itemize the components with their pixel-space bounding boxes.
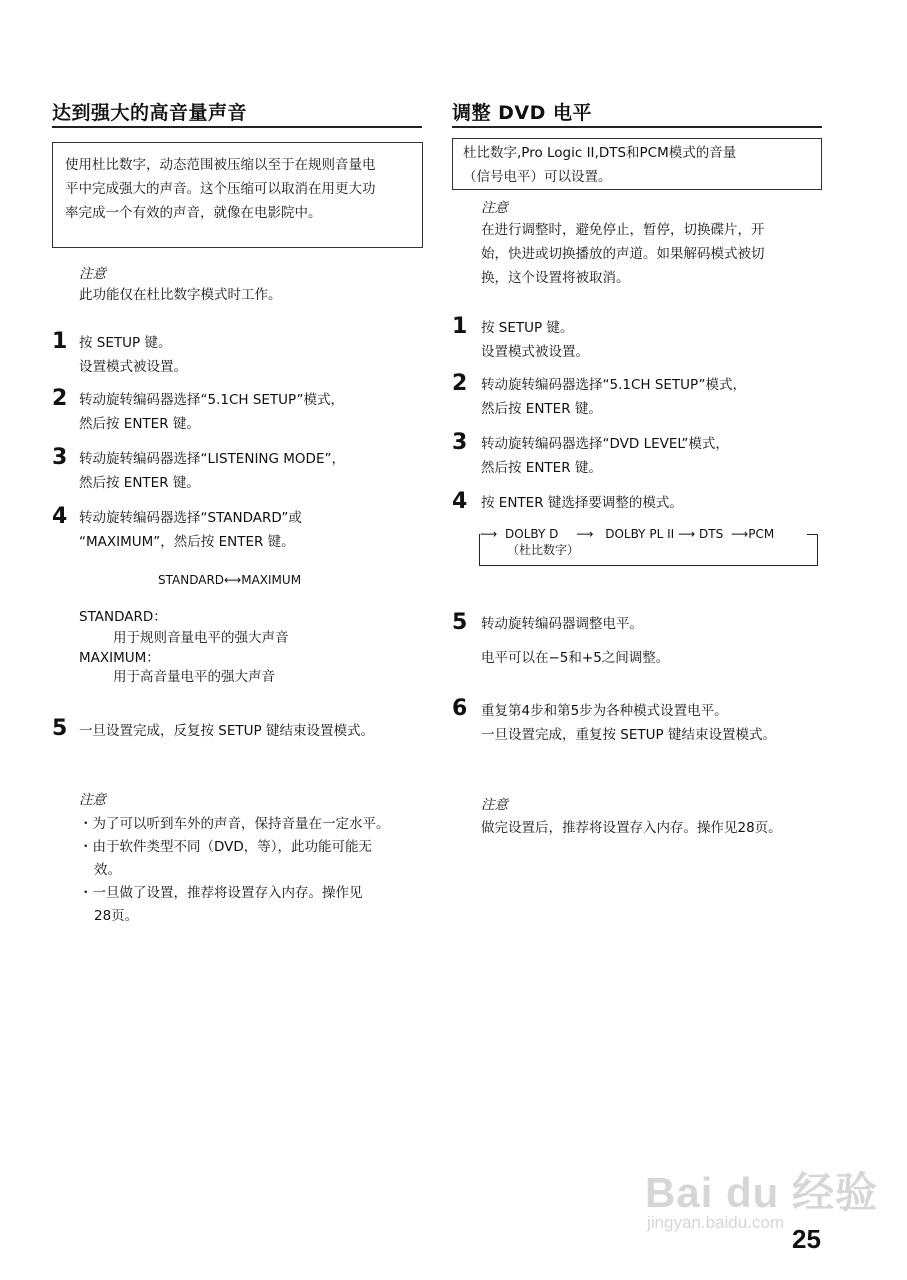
- arrow-right-icon: ⟶: [576, 527, 594, 541]
- left-step3-number: 3: [52, 445, 68, 470]
- right-heading-rule: [452, 126, 822, 128]
- note-line: 在进行调整时，避免停止，暂停，切换碟片，开: [481, 222, 765, 238]
- step-line: 设置模式被设置。: [481, 344, 589, 360]
- step-line: “MAXIMUM”，然后按 ENTER 键。: [79, 534, 295, 550]
- left-note1-text: 此功能仅在杜比数字模式时工作。: [79, 287, 282, 303]
- standard-term: STANDARD：: [79, 609, 167, 625]
- left-step5-number: 5: [52, 716, 68, 741]
- intro-line: （信号电平）可以设置。: [463, 169, 612, 185]
- right-step4-text: 按 ENTER 键选择要调整的模式。: [481, 495, 683, 511]
- mode-dolby-pl-ii: DOLBY PL II: [605, 527, 675, 541]
- left-step3-text: [79, 447, 345, 495]
- left-intro-box: [52, 142, 423, 248]
- maximum-desc: 用于高音量电平的强大声音: [113, 669, 275, 685]
- mode-cycle-diagram: [479, 522, 819, 566]
- right-intro-box: [452, 138, 822, 190]
- note-bullet: ・为了可以听到车外的声音，保持音量在一定水平。: [79, 816, 390, 832]
- note-bullet-cont: 28页。: [94, 908, 139, 924]
- right-note2-title: 注意: [481, 797, 508, 813]
- step-line: 转动旋转编码器选择“5.1CH SETUP”模式，: [481, 377, 746, 393]
- step-line: 然后按 ENTER 键。: [481, 460, 602, 476]
- right-step6-text: [481, 699, 776, 747]
- step-line: 一旦设置完成，重复按 SETUP 键结束设置模式。: [481, 727, 776, 743]
- step-line: 然后按 ENTER 键。: [79, 475, 200, 491]
- right-step1-text: [481, 316, 589, 364]
- right-step2-number: 2: [452, 371, 468, 396]
- step-line: 转动旋转编码器选择“5.1CH SETUP”模式，: [79, 392, 344, 408]
- left-step1-text: [79, 331, 187, 379]
- maximum-term: MAXIMUM：: [79, 650, 160, 666]
- right-step6-number: 6: [452, 696, 468, 721]
- left-heading-rule: [52, 126, 422, 128]
- mode-dts: DTS: [699, 527, 724, 541]
- left-note2-list: [79, 813, 390, 928]
- double-arrow-icon: ⟷: [224, 573, 242, 587]
- cycle-sub-label: （杜比数字）: [507, 543, 580, 557]
- note-bullet: ・由于软件类型不同（DVD，等），此功能可能无: [79, 839, 373, 855]
- right-step5-number: 5: [452, 610, 468, 635]
- baidu-watermark-url: jingyan.baidu.com: [647, 1213, 785, 1232]
- step-line: 转动旋转编码器选择“LISTENING MODE”，: [79, 451, 345, 467]
- right-note2-text: 做完设置后，推荐将设置存入内存。操作见28页。: [481, 820, 782, 836]
- note-line: 换，这个设置将被取消。: [481, 270, 630, 286]
- cycle-bottom-rail: [479, 565, 818, 566]
- step-line: 按 SETUP 键。: [79, 335, 172, 351]
- right-step1-number: 1: [452, 314, 468, 339]
- arrow-right-icon: ⟶: [731, 527, 749, 541]
- note-bullet: ・一旦做了设置，推荐将设置存入内存。操作见: [79, 885, 363, 901]
- intro-line: 平中完成强大的声音。这个压缩可以取消在用更大功: [65, 181, 376, 197]
- right-step3-text: [481, 432, 729, 480]
- arrow-right-icon: ⟶: [480, 527, 498, 541]
- left-step5-text: 一旦设置完成，反复按 SETUP 键结束设置模式。: [79, 723, 374, 739]
- right-step2-text: [481, 373, 746, 421]
- step-line: 转动旋转编码器选择“DVD LEVEL”模式，: [481, 436, 729, 452]
- left-step1-number: 1: [52, 329, 68, 354]
- step-line: 按 SETUP 键。: [481, 320, 574, 336]
- intro-line: 杜比数字,Pro Logic II,DTS和PCM模式的音量: [463, 145, 737, 161]
- intro-line: 使用杜比数字，动态范围被压缩以至于在规则音量电: [65, 157, 376, 173]
- right-step5-text: 转动旋转编码器调整电平。: [481, 616, 643, 632]
- toggle-option-standard: STANDARD: [158, 573, 225, 587]
- left-step2-text: [79, 388, 344, 436]
- right-note1-text: [481, 218, 765, 290]
- step-line: 然后按 ENTER 键。: [481, 401, 602, 417]
- step-line: 转动旋转编码器选择“STANDARD”或: [79, 510, 302, 526]
- page-number: 25: [792, 1224, 821, 1254]
- arrow-right-icon: ⟶: [677, 527, 696, 541]
- left-note1-title: 注意: [79, 266, 106, 282]
- left-step2-number: 2: [52, 386, 68, 411]
- note-line: 始，快进或切换播放的声道。如果解码模式被切: [481, 246, 765, 262]
- cycle-right-rail: [817, 534, 818, 565]
- left-heading: 达到强大的高音量声音: [52, 102, 248, 124]
- right-heading: 调整 DVD 电平: [452, 102, 592, 124]
- cycle-right-stub: [807, 534, 818, 535]
- step-line: 重复第4步和第5步为各种模式设置电平。: [481, 703, 728, 719]
- mode-dolby-d: DOLBY D: [505, 527, 559, 541]
- right-step5-detail: 电平可以在−5和+5之间调整。: [481, 650, 670, 666]
- left-step4-text: [79, 506, 302, 554]
- mode-pcm: PCM: [748, 527, 775, 541]
- right-step4-number: 4: [452, 489, 468, 514]
- right-note1-title: 注意: [481, 200, 508, 216]
- left-note2-title: 注意: [79, 792, 106, 808]
- step-line: 设置模式被设置。: [79, 359, 187, 375]
- standard-maximum-toggle: [158, 573, 301, 587]
- right-step3-number: 3: [452, 430, 468, 455]
- step-line: 然后按 ENTER 键。: [79, 416, 200, 432]
- standard-desc: 用于规则音量电平的强大声音: [113, 630, 289, 646]
- baidu-watermark-logo: Bai du 经验: [645, 1169, 879, 1216]
- note-bullet-cont: 效。: [94, 862, 121, 878]
- left-step4-number: 4: [52, 504, 68, 529]
- toggle-option-maximum: MAXIMUM: [241, 573, 302, 587]
- intro-line: 率完成一个有效的声音，就像在电影院中。: [65, 205, 322, 221]
